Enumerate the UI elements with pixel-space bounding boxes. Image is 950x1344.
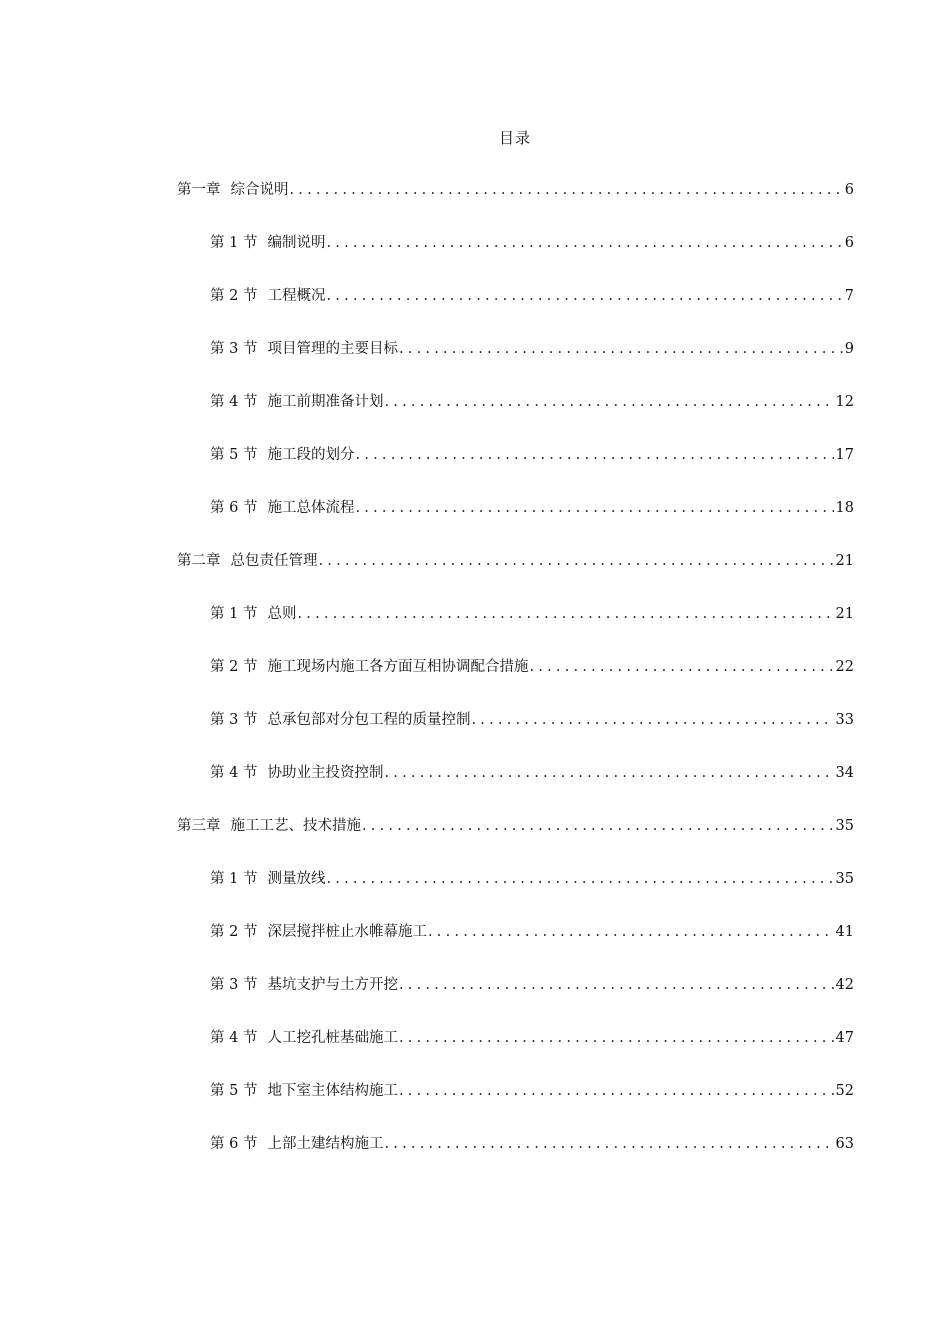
toc-entry-section[interactable]: [210, 920, 854, 944]
toc-dot-leader: [355, 496, 833, 520]
toc-entry-title: 项目管理的主要目标: [267, 341, 398, 357]
toc-entry-title: 人工挖孔桩基础施工: [267, 1030, 398, 1046]
toc-entry-number: 第 2 节: [210, 924, 258, 940]
toc-entry-section[interactable]: [210, 443, 854, 467]
toc-title: 目录: [498, 129, 531, 147]
toc-entry-page: 9: [844, 341, 854, 357]
toc-dot-leader: [326, 231, 842, 255]
toc-entry-title: 施工工艺、技术措施: [230, 818, 361, 834]
toc-entry-page: 7: [844, 288, 854, 304]
toc-entry-section[interactable]: [210, 337, 854, 361]
toc-entry-section[interactable]: [210, 496, 854, 520]
toc-dot-leader: [428, 920, 834, 944]
toc-entry-number: 第 5 节: [210, 447, 258, 463]
toc-entry-section[interactable]: [210, 655, 854, 679]
toc-entry-title: 施工前期准备计划: [267, 394, 384, 410]
toc-dot-leader: [384, 390, 833, 414]
toc-dot-leader: [362, 814, 834, 838]
toc-entry-section[interactable]: [210, 708, 854, 732]
toc-entry-section[interactable]: [210, 761, 854, 785]
toc-entry-section[interactable]: [210, 231, 854, 255]
toc-dot-leader: [399, 337, 843, 361]
toc-entry-number: 第 4 节: [210, 1030, 258, 1046]
toc-dot-leader: [355, 443, 833, 467]
toc-entry-page: 21: [835, 606, 854, 622]
toc-entry-number: 第 3 节: [210, 712, 258, 728]
toc-dot-leader: [384, 1132, 833, 1156]
toc-entry-page: 52: [835, 1083, 854, 1099]
toc-entry-chapter[interactable]: [177, 814, 854, 838]
toc-entry-number: 第 1 节: [210, 235, 258, 251]
toc-entry-number: 第 3 节: [210, 977, 258, 993]
toc-entry-title: 施工段的划分: [267, 447, 355, 463]
toc-entry-section[interactable]: [210, 1132, 854, 1156]
toc-dot-leader: [290, 178, 843, 202]
toc-entry-title: 总则: [267, 606, 297, 622]
toc-entry-page: 42: [835, 977, 854, 993]
toc-entry-number: 第二章: [177, 553, 221, 569]
toc-entry-page: 6: [844, 235, 854, 251]
toc-entry-page: 33: [835, 712, 854, 728]
toc-dot-leader: [326, 867, 833, 891]
toc-dot-leader: [319, 549, 834, 573]
toc-entry-page: 41: [835, 924, 854, 940]
toc-entry-page: 12: [835, 394, 854, 410]
toc-entry-page: 21: [835, 553, 854, 569]
toc-entry-page: 63: [835, 1136, 854, 1152]
toc-entry-title: 总承包部对分包工程的质量控制: [267, 712, 471, 728]
toc-entry-page: 17: [835, 447, 854, 463]
toc-entry-title: 深层搅拌桩止水帷幕施工: [267, 924, 427, 940]
toc-entry-chapter[interactable]: [177, 178, 854, 202]
toc-entry-title: 综合说明: [230, 182, 289, 198]
toc-entry-section[interactable]: [210, 1079, 854, 1103]
toc-entry-chapter[interactable]: [177, 549, 854, 573]
toc-dot-leader: [384, 761, 833, 785]
toc-dot-leader: [399, 1026, 834, 1050]
toc-entry-number: 第 5 节: [210, 1083, 258, 1099]
toc-entry-page: 35: [835, 818, 854, 834]
toc-dot-leader: [399, 1079, 834, 1103]
toc-dot-leader: [326, 284, 842, 308]
toc-entry-title: 上部土建结构施工: [267, 1136, 384, 1152]
toc-entry-number: 第 6 节: [210, 1136, 258, 1152]
toc-entry-number: 第 1 节: [210, 606, 258, 622]
toc-dot-leader: [471, 708, 833, 732]
toc-entry-section[interactable]: [210, 973, 854, 997]
toc-dot-leader: [529, 655, 833, 679]
toc-entry-title: 施工现场内施工各方面互相协调配合措施: [267, 659, 529, 675]
toc-entry-number: 第 1 节: [210, 871, 258, 887]
toc-entry-title: 工程概况: [267, 288, 326, 304]
toc-entry-title: 协助业主投资控制: [267, 765, 384, 781]
toc-entry-number: 第 2 节: [210, 659, 258, 675]
toc-entry-number: 第一章: [177, 182, 221, 198]
toc-entry-section[interactable]: [210, 867, 854, 891]
toc-dot-leader: [399, 973, 834, 997]
toc-entry-page: 6: [844, 182, 854, 198]
toc-entry-section[interactable]: [210, 390, 854, 414]
toc-entry-page: 18: [835, 500, 854, 516]
toc-entry-title: 编制说明: [267, 235, 326, 251]
toc-entry-number: 第 2 节: [210, 288, 258, 304]
toc-entry-number: 第三章: [177, 818, 221, 834]
toc-entry-page: 35: [835, 871, 854, 887]
toc-entry-page: 47: [835, 1030, 854, 1046]
toc-entry-page: 22: [835, 659, 854, 675]
toc-entry-title: 地下室主体结构施工: [267, 1083, 398, 1099]
toc-entry-page: 34: [835, 765, 854, 781]
toc-dot-leader: [297, 602, 833, 626]
toc-entry-number: 第 6 节: [210, 500, 258, 516]
toc-entry-number: 第 4 节: [210, 765, 258, 781]
toc-entry-number: 第 4 节: [210, 394, 258, 410]
toc-entry-title: 总包责任管理: [230, 553, 318, 569]
toc-entry-title: 施工总体流程: [267, 500, 355, 516]
toc-entry-number: 第 3 节: [210, 341, 258, 357]
toc-entry-title: 基坑支护与土方开挖: [267, 977, 398, 993]
toc-entry-section[interactable]: [210, 284, 854, 308]
toc-entry-title: 测量放线: [267, 871, 326, 887]
toc-entry-section[interactable]: [210, 1026, 854, 1050]
toc-entry-section[interactable]: [210, 602, 854, 626]
